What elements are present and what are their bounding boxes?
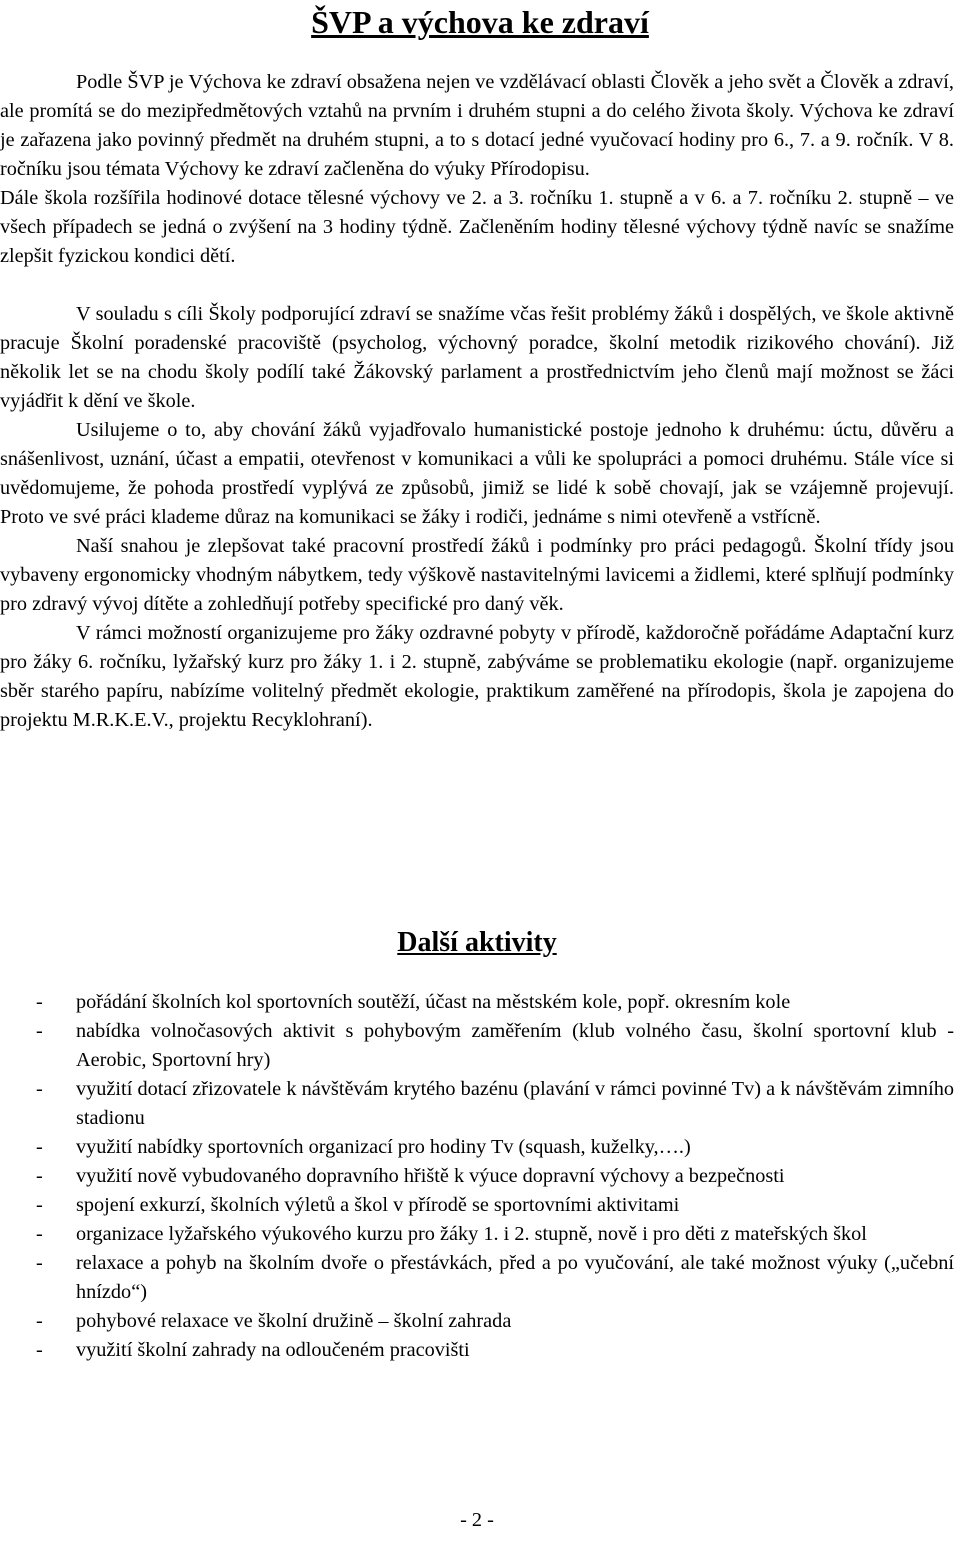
list-dash: - — [36, 1078, 43, 1100]
list-dash: - — [36, 1165, 43, 1187]
list-item — [0, 988, 954, 1017]
page-title: ŠVP a výchova ke zdraví — [311, 4, 649, 40]
paragraph-environment: Naší snahou je zlepšovat také pracovní prostředí žáků i podmínky pro práci pedagogů. Školní třídy jsou vybaveny ergonomicky vhodným nábytkem, tedy výškově nastavitelnými lavicemi a židlemi, které splňují podmínky pro zdravý vývoj dítěte a zohledňují potřeby specifické pro daný věk. — [0, 535, 954, 615]
list-dash: - — [36, 1339, 43, 1361]
list-item-text: organizace lyžařského výukového kurzu pro žáky 1. i 2. stupně, nově i pro děti z mateřských škol — [76, 1223, 867, 1245]
list-dash: - — [36, 1020, 43, 1042]
paragraph-values: Usilujeme o to, aby chování žáků vyjadřovalo humanistické postoje jednoho k druhému: úctu, důvěru a snášenlivost, uznání, účast a empatii, otevřenost v komunikaci a vůli ke spolupráci a pomoci druhému. Stále více si uvědomujeme, že pohoda prostředí vyplývá ze způsobů, jimiž se lidé k sobě chovají, jak se vzájemně projevují. Proto ve své práci klademe důraz na komunikaci se žáky i rodiči, jednáme s nimi otevřeně a vstřícně. — [0, 419, 954, 528]
list-item — [0, 1162, 954, 1191]
list-item-text: využití dotací zřizovatele k návštěvám krytého bazénu (plavání v rámci povinné Tv) a k návštěvám zimního stadionu — [76, 1078, 954, 1129]
list-dash: - — [36, 1310, 43, 1332]
activities-list — [0, 988, 954, 1365]
list-dash: - — [36, 1223, 43, 1245]
list-item-text: pohybové relaxace ve školní družině – školní zahrada — [76, 1310, 512, 1332]
paragraph-pe-hours: Dále škola rozšířila hodinové dotace tělesné výchovy ve 2. a 3. ročníku 1. stupně a v 6. a 7. ročníku 2. stupně – ve všech případech se jedná o zvýšení na 3 hodiny týdně. Začleněním hodiny tělesné výchovy týdně navíc se snažíme zlepšit fyzickou kondici dětí. — [0, 187, 954, 267]
list-item-text: využití školní zahrady na odloučeném pracovišti — [76, 1339, 470, 1361]
list-dash: - — [36, 1194, 43, 1216]
list-item — [0, 1017, 954, 1075]
list-item-text: relaxace a pohyb na školním dvoře o přestávkách, před a po vyučování, ale také možnost výuky („učební hnízdo“) — [76, 1252, 954, 1303]
list-item-text: využití nově vybudovaného dopravního hřiště k výuce dopravní výchovy a bezpečnosti — [76, 1165, 785, 1187]
list-item-text: využití nabídky sportovních organizací pro hodiny Tv (squash, kuželky,….) — [76, 1136, 691, 1158]
page-number: - 2 - — [460, 1509, 494, 1531]
list-item-text: nabídka volnočasových aktivit s pohybovým zaměřením (klub volného času, školní sportovní klub - Aerobic, Sportovní hry) — [76, 1020, 954, 1071]
list-item — [0, 1249, 954, 1307]
list-item — [0, 1191, 954, 1220]
list-dash: - — [36, 1136, 43, 1158]
body-text — [0, 68, 954, 735]
list-dash: - — [36, 1252, 43, 1274]
list-item — [0, 1307, 954, 1336]
paragraph-counseling: V souladu s cíli Školy podporující zdraví se snažíme včas řešit problémy žáků i dospělých, ve škole aktivně pracuje Školní poradenské pracoviště (psycholog, výchovný poradce, školní metodik rizikového chování). Již několik let se na chodu školy podílí také Žákovský parlament a prostřednictvím jeho členů mají možnost se žáci vyjádřit k dění ve škole. — [0, 303, 954, 412]
section-title: Další aktivity — [397, 927, 557, 958]
list-item — [0, 1133, 954, 1162]
list-item-text: spojení exkurzí, školních výletů a škol v přírodě se sportovními aktivitami — [76, 1194, 680, 1216]
list-dash: - — [36, 991, 43, 1013]
list-item-text: pořádání školních kol sportovních soutěží, účast na městském kole, popř. okresním kole — [76, 991, 791, 1013]
list-item — [0, 1075, 954, 1133]
paragraph-health-education: Podle ŠVP je Výchova ke zdraví obsažena nejen ve vzdělávací oblasti Člověk a jeho svět a Člověk a zdraví, ale promítá se do mezipředmětových vztahů na prvním i druhém stupni a do celého života školy. Výchova ke zdraví je zařazena jako povinný předmět na druhém stupni, a to s dotací jedné vyučovací hodiny pro 6., 7. a 9. ročník. V 8. ročníku jsou témata Výchovy ke zdraví začleněna do výuky Přírodopisu. — [0, 71, 954, 180]
list-item — [0, 1220, 954, 1249]
paragraph-stays: V rámci možností organizujeme pro žáky ozdravné pobyty v přírodě, každoročně pořádáme Adaptační kurz pro žáky 6. ročníku, lyžařský kurz pro žáky 1. i 2. stupně, zabýváme se problematiku ekologie (např. organizujeme sběr starého papíru, nabízíme volitelný předmět ekologie, praktikum zaměřené na přírodopis, škola je zapojena do projektu M.R.K.E.V., projektu Recyklohraní). — [0, 622, 954, 731]
list-item — [0, 1336, 954, 1365]
